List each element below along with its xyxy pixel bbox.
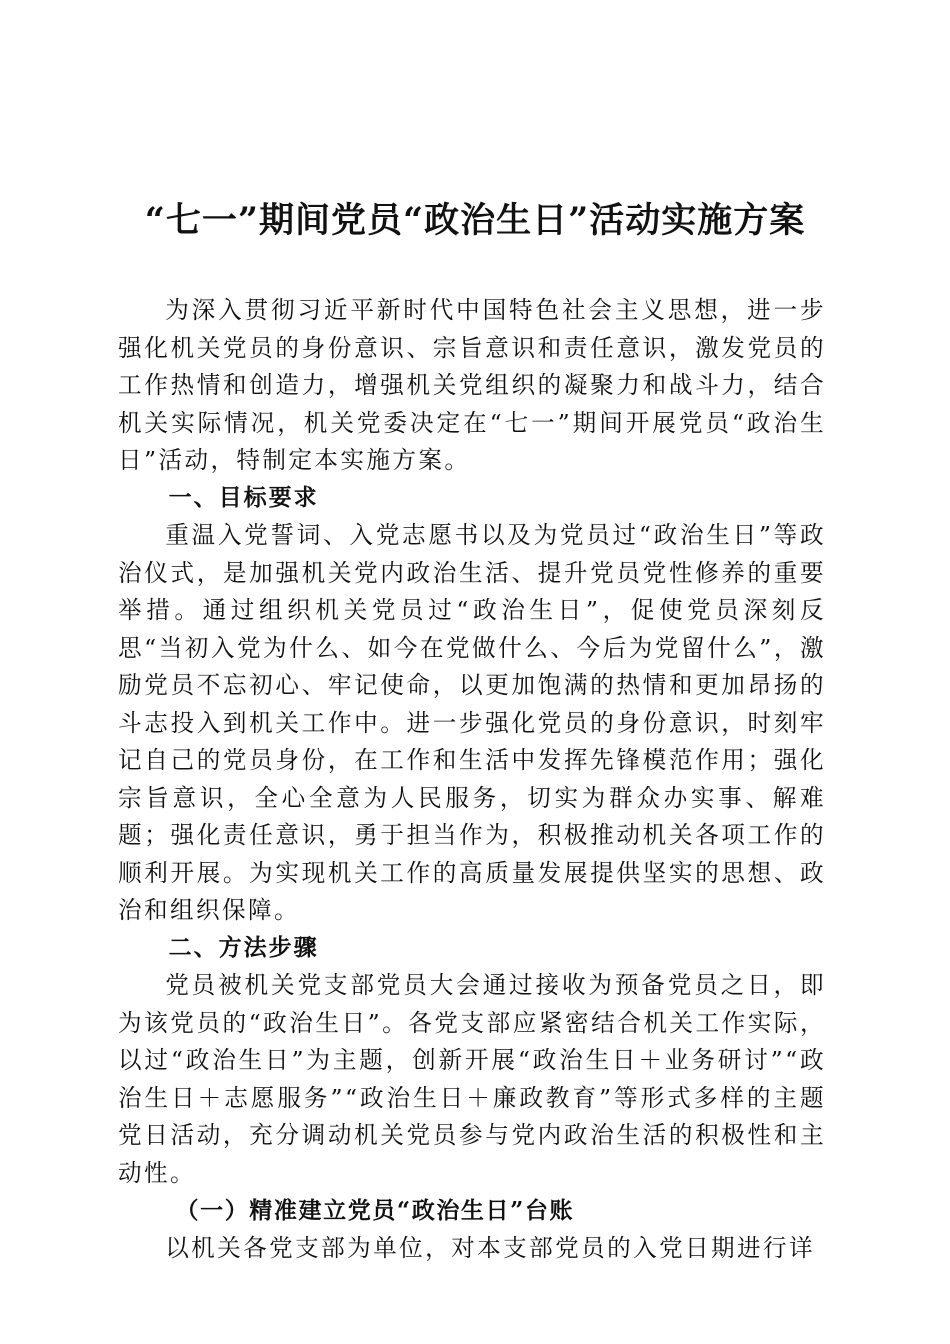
ledger-paragraph: 以机关各党支部为单位，对本支部党员的入党日期进行详 (165, 1233, 816, 1262)
subsection-heading-ledger: （一）精准建立党员“政治生日”台账 (175, 1197, 575, 1224)
methods-paragraph: 党员被机关党支部党员大会通过接收为预备党员之日，即为该党员的“政治生日”。各党支部应紧密结合机关工作实际，以过“政治生日”为主题，创新开展“政治生日＋业务研讨”“政治生日＋志愿服务”“政治生日＋廉政教育”等形式多样的主题党日活动，充分调动机关党员参与党内政治生活的积极性和主动性。 (118, 971, 826, 1187)
document-title: “七一”期间党员“政治生日”活动实施方案 (144, 200, 806, 241)
goals-paragraph: 重温入党誓词、入党志愿书以及为党员过“政治生日”等政治仪式，是加强机关党内政治生活、提升党员党性修养的重要举措。通过组织机关党员过“政治生日”，促使党员深刻反思“当初入党为什么、如今在党做什么、今后为党留什么”，激励党员不忘初心、牢记使命，以更加饱满的热情和更加昂扬的斗志投入到机关工作中。进一步强化党员的身份意识，时刻牢记自己的党员身份，在工作和生活中发挥先锋模范作用；强化宗旨意识，全心全意为人民服务，切实为群众办实事、解难题；强化责任意识，勇于担当作为，积极推动机关各项工作的顺利开展。为实现机关工作的高质量发展提供坚实的思想、政治和组织保障。 (118, 521, 826, 924)
intro-paragraph: 为深入贯彻习近平新时代中国特色社会主义思想，进一步强化机关党员的身份意识、宗旨意识和责任意识，激发党员的工作热情和创造力，增强机关党组织的凝聚力和战斗力，结合机关实际情况，机关党委决定在“七一”期间开展党员“政治生日”活动，特制定本实施方案。 (118, 296, 826, 474)
section-heading-methods: 二、方法步骤 (168, 934, 319, 961)
section-heading-goals: 一、目标要求 (168, 484, 319, 511)
document-body (118, 292, 826, 1267)
